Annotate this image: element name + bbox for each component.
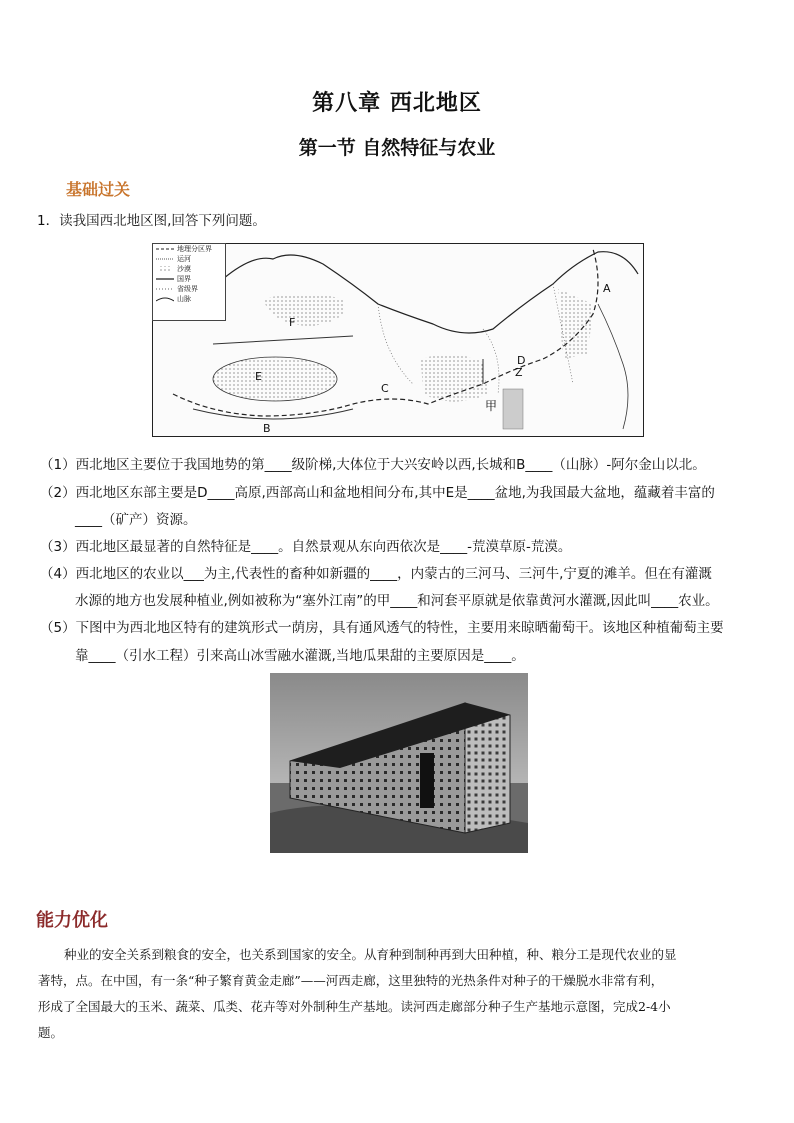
map-legend — [152, 243, 226, 321]
question-1-stem: 1．读我国西北地区图,回答下列问题。 — [37, 213, 266, 229]
legend-item — [153, 254, 225, 264]
legend-label: 省级界 — [177, 285, 198, 293]
legend-item — [153, 294, 225, 304]
east-lines — [598, 304, 628, 429]
legend-label: 沙漠 — [177, 265, 191, 273]
improve-section-heading: 能力优化 — [36, 910, 108, 931]
question-1-sub2-line1: （2）西北地区东部主要是D____高原,西部高山和盆地相间分布,其中E是____盆地,为我国最大盆地，蕴藏着丰富的 — [40, 485, 715, 501]
section-title: 第一节 自然特征与农业 — [298, 137, 496, 159]
legend-label: 山脉 — [177, 295, 191, 303]
legend-label: 地理分区界 — [177, 245, 212, 253]
question-1-sub3: （3）西北地区最显著的自然特征是____。自然景观从东向西依次是____-荒漠草原-荒漠。 — [40, 539, 572, 555]
desert-f — [263, 294, 345, 326]
map-label-jia: 甲 — [485, 399, 498, 413]
question-1-sub4-line1: （4）西北地区的农业以___为主,代表性的畜种如新疆的____，内蒙古的三河马、三河牛,宁夏的滩羊。但在有灌溉 — [40, 566, 712, 582]
map-label-z: Z — [515, 366, 523, 379]
improve-paragraph-line4: 题。 — [38, 1025, 64, 1040]
map-label-b: B — [263, 422, 271, 435]
map-label-d: D — [517, 354, 526, 367]
map-label-a: A — [603, 282, 611, 295]
question-1-sub5-line2: 靠____（引水工程）引来高山冰雪融水灌溉,当地瓜果甜的主要原因是____。 — [75, 648, 525, 664]
map-label-c: C — [381, 382, 389, 395]
legend-item — [153, 284, 225, 294]
question-1-sub1: （1）西北地区主要位于我国地势的第____级阶梯,大体位于大兴安岭以西,长城和B____（山脉）-阿尔金山以北。 — [40, 457, 706, 473]
map-drawing — [153, 244, 643, 436]
map-label-f: F — [289, 316, 296, 329]
legend-label: 运河 — [177, 255, 191, 263]
desert-east — [558, 289, 593, 359]
legend-item — [153, 244, 225, 254]
jia-region — [503, 389, 523, 429]
improve-paragraph-line1: 种业的安全关系到粮食的安全，也关系到国家的安全。从育种到制种再到大田种植，种、粮分工是现代农业的显 — [64, 947, 677, 962]
drying-house-photo — [270, 673, 528, 853]
desert-e — [213, 357, 337, 401]
chapter-title: 第八章 西北地区 — [312, 91, 482, 116]
improve-paragraph-line2: 著特，点。在中国，有一条“种子繁育黄金走廊”——河西走廊，这里独特的光热条件对种子的干燥脱水非常有利， — [38, 973, 664, 988]
improve-paragraph-line3: 形成了全国最大的玉米、蔬菜、瓜类、花卉等对外制种生产基地。读河西走廊部分种子生产基地示意图，完成2-4小 — [38, 999, 671, 1014]
question-1-sub5-line1: （5）下图中为西北地区特有的建筑形式一荫房，具有通风透气的特性，主要用来晾晒葡萄干。该地区种植葡萄主要 — [40, 620, 724, 636]
legend-item — [153, 264, 225, 274]
basic-section-heading: 基础过关 — [66, 180, 131, 199]
legend-label: 国界 — [177, 275, 191, 283]
question-1-sub4-line2: 水源的地方也发展种植业,例如被称为“塞外江南”的甲____和河套平原就是依靠黄河水灌溉,因此叫____农业。 — [75, 593, 719, 609]
question-1-sub2-line2: ____（矿产）资源。 — [75, 512, 197, 528]
legend-item — [153, 274, 225, 284]
mountain-tianshan — [213, 336, 353, 344]
mountain-kunlun — [193, 409, 353, 419]
map-label-e: E — [255, 370, 262, 383]
